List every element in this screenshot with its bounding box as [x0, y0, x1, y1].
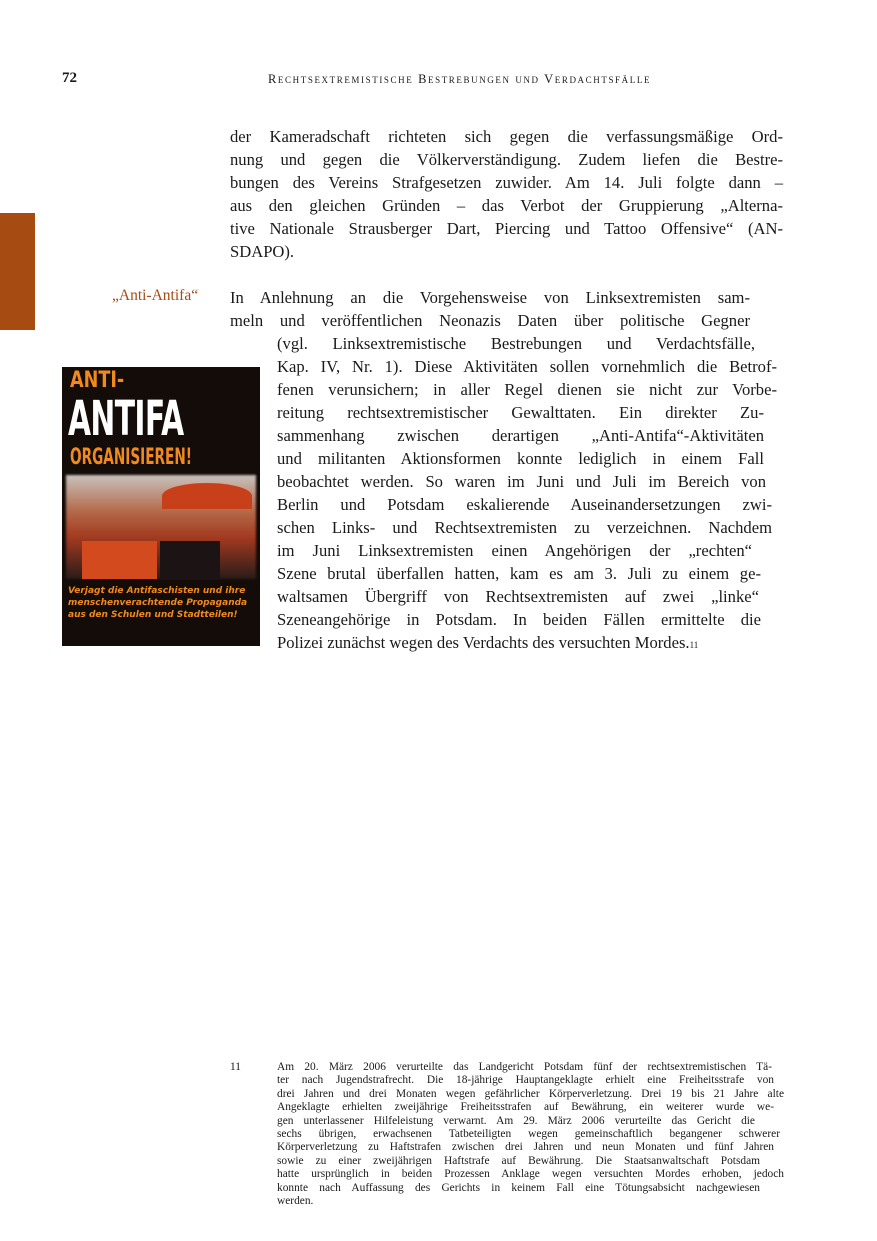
text-line: und militanten Aktionsformen konnte lediglich in einem Fall [277, 449, 764, 468]
text-line: beobachtet werden. So waren im Juni und Juli im Bereich von [277, 472, 766, 491]
text-line: Szene brutal überfallen hatten, kam es am 3. Juli zu einem ge- [277, 564, 761, 583]
text-line: schen Links- und Rechtsextremisten zu verzeichnen. Nachdem [277, 518, 772, 537]
footnote-text [277, 1061, 784, 1208]
text-line: sammenhang zwischen derartigen „Anti-Antifa“-Aktivitäten [277, 426, 764, 445]
text-line: Kap. IV, Nr. 1). Diese Aktivitäten sollen vornehmlich die Betrof- [277, 357, 777, 376]
poster-headline-3: ORGANISIEREN! [70, 445, 193, 470]
text-line: nung und gegen die Völkerverständigung. Zudem liefen die Bestre- [230, 150, 783, 169]
footnote-line: konnte nach Auffassung des Gerichts in keinem Fall eine Tötungsabsicht nachgewiesen [277, 1181, 760, 1194]
page-number: 72 [62, 70, 77, 86]
poster-headline-1: ANTI- [70, 368, 125, 393]
text-line: Berlin und Potsdam eskalierende Auseinandersetzungen zwi- [277, 495, 772, 514]
text-line: reitung rechtsextremistischer Gewalttaten. Ein direkter Zu- [277, 403, 764, 422]
chapter-tab-marker [0, 213, 35, 330]
poster-headline-2: ANTIFA [68, 391, 184, 447]
footnote-line: drei Jahren und drei Monaten wegen gefährlicher Körperverletzung. Drei 19 bis 21 Jahre alte [277, 1087, 784, 1100]
footnote-line: Angeklagte erhielten zweijährige Freiheitsstrafen auf Bewährung, ein weiterer wurde we- [277, 1101, 774, 1114]
text-line: meln und veröffentlichen Neonazis Daten über politische Gegner [230, 311, 750, 330]
text-line: der Kameradschaft richteten sich gegen die verfassungsmäßige Ord- [230, 127, 783, 146]
text-line: (vgl. Linksextremistische Bestrebungen und Verdachtsfälle, [277, 334, 755, 353]
text-line: In Anlehnung an die Vorgehensweise von Linksextremisten sam- [230, 288, 750, 307]
footnote-number: 11 [230, 1061, 241, 1073]
footnote-line: werden. [277, 1195, 314, 1208]
text-line: bungen des Vereins Strafgesetzen zuwider. Am 14. Juli folgte dann – [230, 173, 783, 192]
anti-antifa-poster-image [62, 367, 260, 646]
footnote-line: gen unterlassener Hilfeleistung verwarnt. Am 29. März 2006 verurteilte das Gericht die [277, 1114, 755, 1127]
text-line [277, 631, 777, 654]
footnote-reference[interactable]: 11 [689, 640, 699, 650]
paragraph-2-indented [277, 332, 777, 654]
poster-subtitle: Verjagt die Antifaschisten und ihre menschenverachtende Propaganda aus den Schulen und Stadtteilen! [68, 586, 248, 620]
text-line: fenen verunsichern; in aller Regel dienen sie nicht zur Vorbe- [277, 380, 777, 399]
text-line: SDAPO). [230, 242, 295, 261]
paragraph-2-wide [230, 286, 750, 332]
text-line: waltsamen Übergriff von Rechtsextremisten auf zwei „linke“ [277, 587, 759, 606]
poster-banner-black [160, 541, 220, 579]
text-line-content: Polizei zunächst wegen des Verdachts des versuchten Mordes. [277, 633, 690, 652]
footnote-line: sowie zu einer zweijährigen Haftstrafe auf Bewährung. Die Staatsanwaltschaft Potsdam [277, 1154, 760, 1167]
footnote-line: Am 20. März 2006 verurteilte das Landgericht Potsdam fünf der rechtsextremistischen Tä- [277, 1061, 772, 1073]
margin-note: „Anti-Antifa“ [112, 287, 199, 304]
text-line: tive Nationale Strausberger Dart, Piercing und Tattoo Offensive“ (AN- [230, 219, 783, 238]
footnote-line: sechs übrigen, erwachsenen Tatbeteiligten wegen gemeinschaftlich begangener schwerer [277, 1128, 780, 1141]
footnote-line: ter nach Jugendstrafrecht. Die 18-jährige Hauptangeklagte erhielt eine Freiheitsstrafe von [277, 1074, 774, 1087]
text-line: im Juni Linksextremisten einen Angehörigen der „rechten“ [277, 541, 752, 560]
running-head: Rechtsextremistische Bestrebungen und Verdachtsfälle [268, 72, 652, 86]
paragraph-1 [230, 125, 783, 263]
footnote-line: Körperverletzung zu Haftstrafen zwischen drei Jahren und neun Monaten und fünf Jahren [277, 1141, 774, 1154]
footnote-line: hatte ursprünglich in beiden Prozessen Anklage wegen versuchten Mordes erhoben, jedoch [277, 1168, 784, 1181]
poster-banner-red [82, 541, 157, 579]
poster-umbrella [162, 483, 252, 509]
text-line: Szeneangehörige in Potsdam. In beiden Fällen ermittelte die [277, 610, 761, 629]
text-line: aus den gleichen Gründen – das Verbot der Gruppierung „Alterna- [230, 196, 783, 215]
